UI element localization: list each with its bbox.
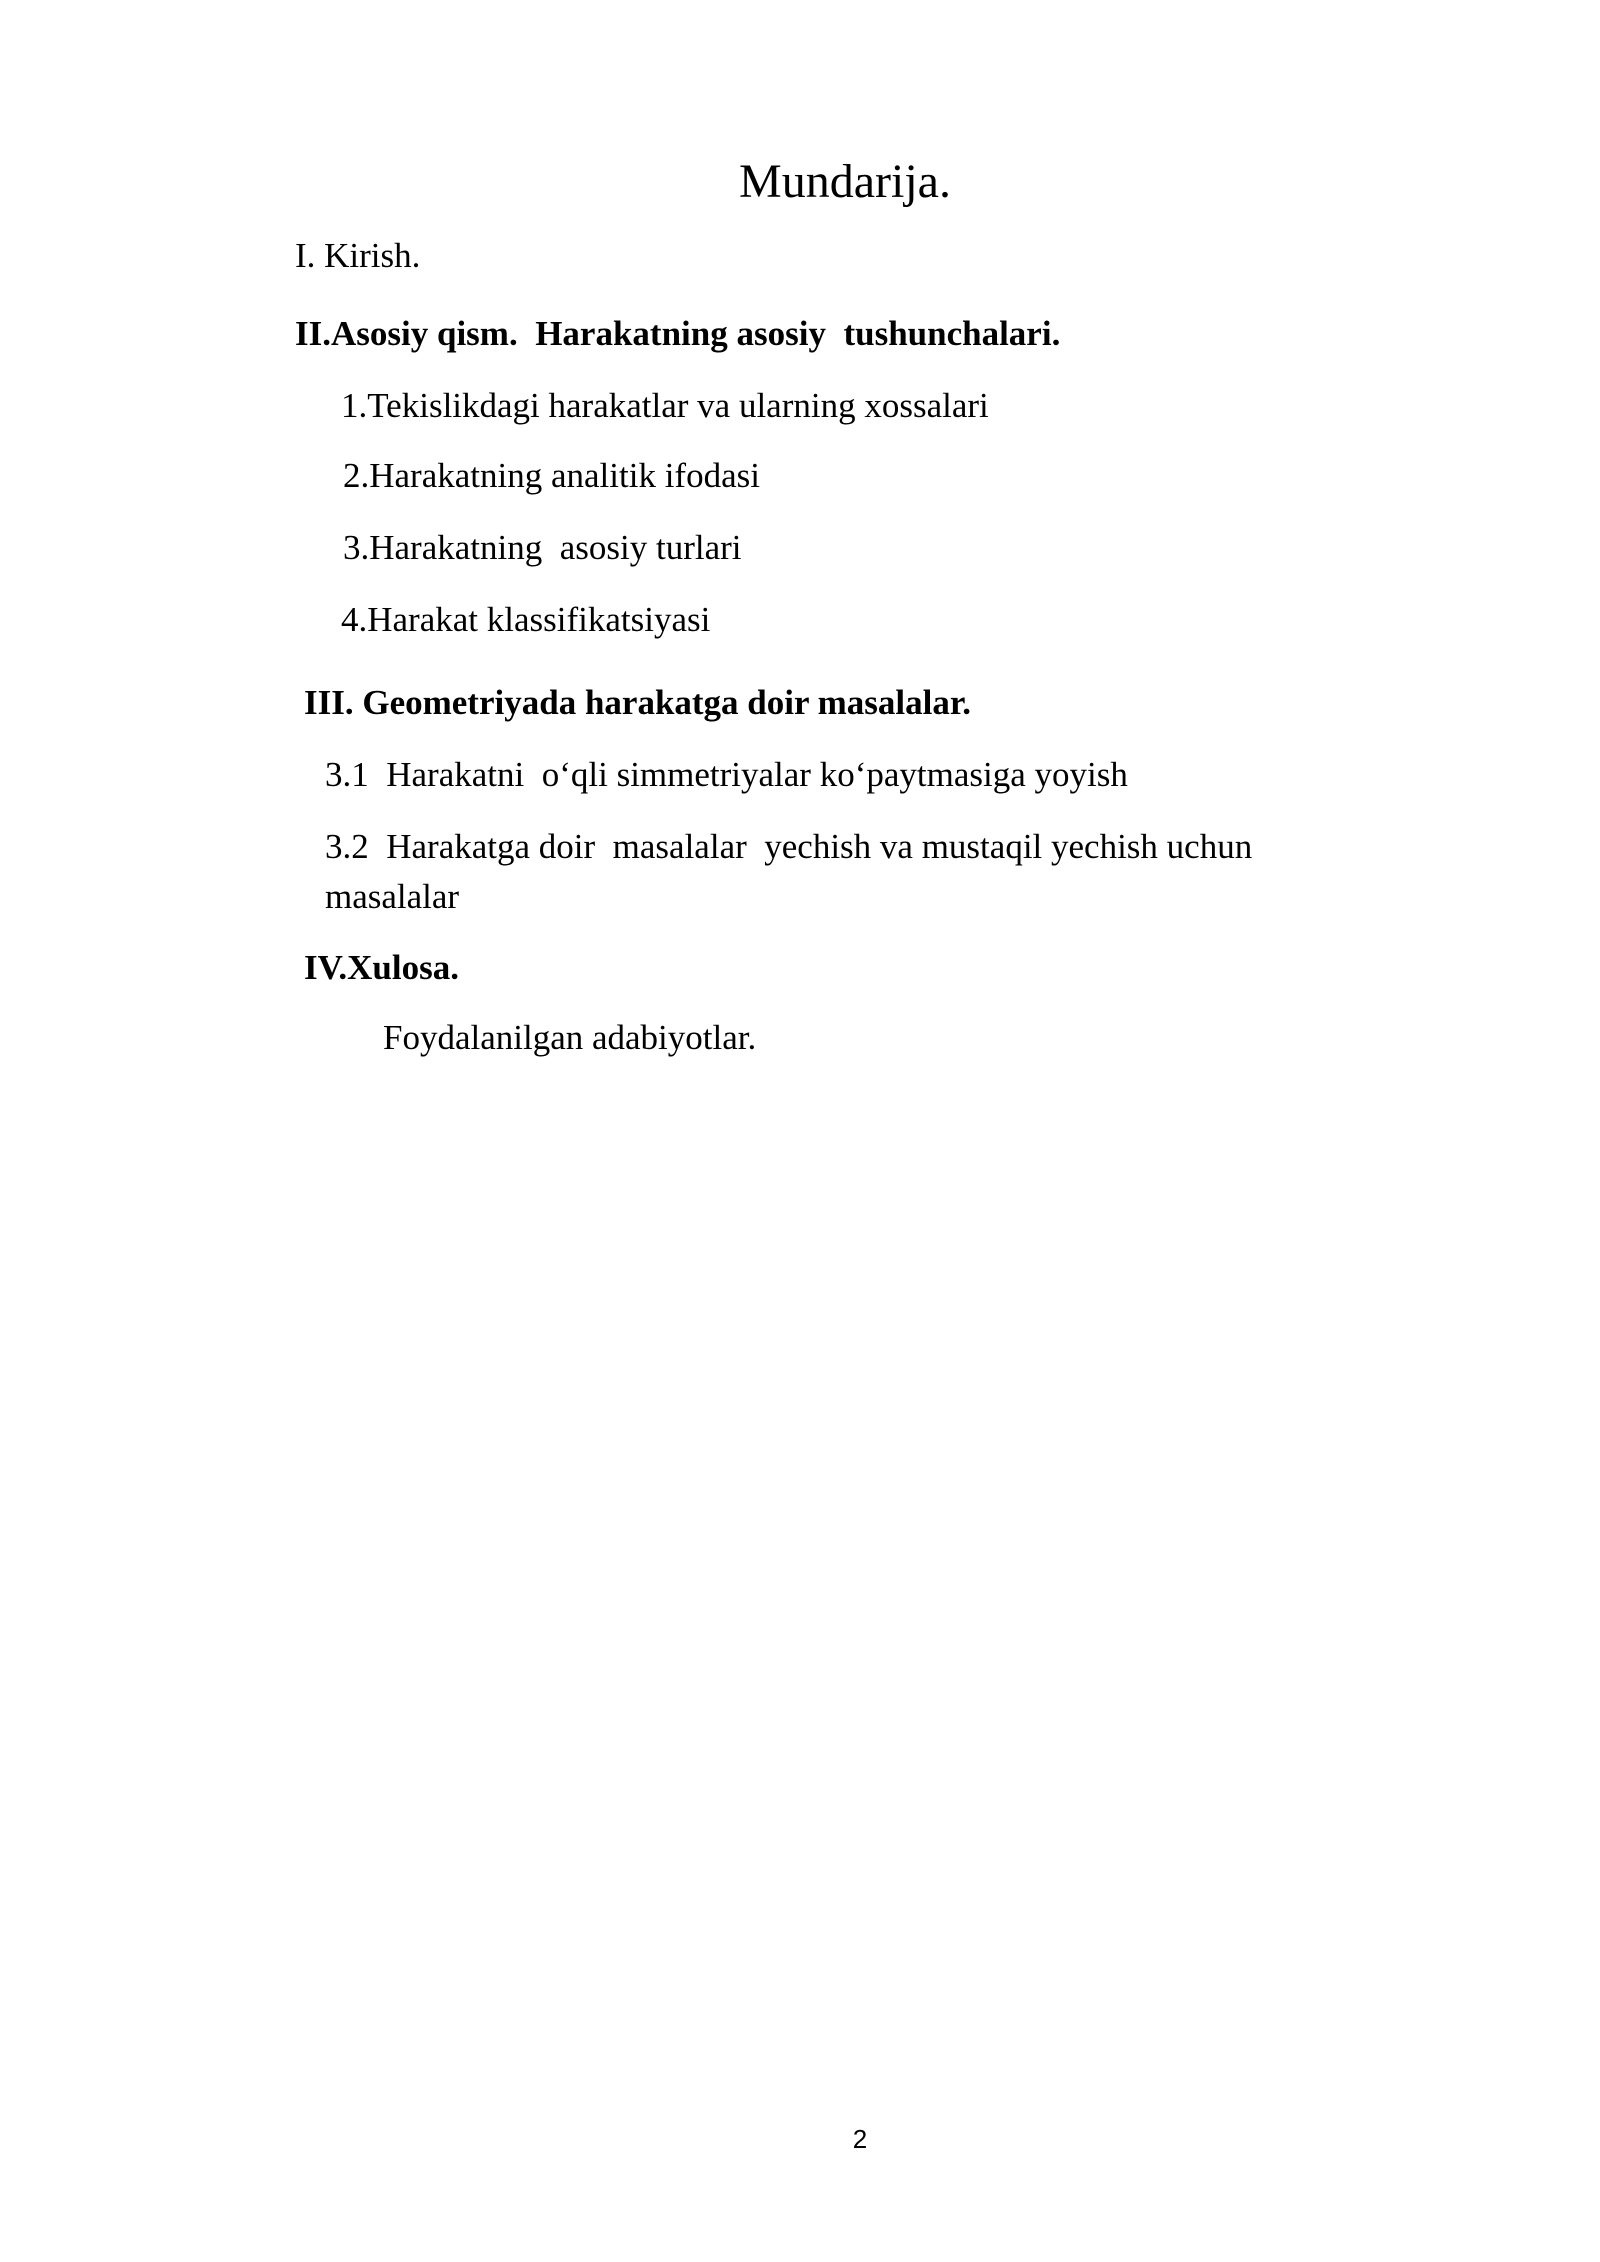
page-title: Mundarija. (739, 155, 951, 208)
toc-entry-part3: III. Geometriyada harakatga doir masalalar. (304, 683, 971, 722)
toc-subentry: 1.Tekislikdagi harakatlar va ularning xossalari (341, 386, 989, 425)
toc-entry-part2: II.Asosiy qism. Harakatning asosiy tushunchalari. (295, 314, 1061, 353)
toc-entry-references: Foydalanilgan adabiyotlar. (383, 1018, 757, 1057)
toc-subentry-continuation: masalalar (325, 877, 460, 916)
toc-subentry: 3.2 Harakatga doir masalalar yechish va mustaqil yechish uchun (325, 827, 1253, 866)
page-number: 2 (852, 2124, 868, 2154)
toc-entry-part4: IV.Xulosa. (304, 948, 459, 987)
toc-entry-intro: I. Kirish. (295, 236, 421, 275)
toc-subentry: 3.Harakatning asosiy turlari (343, 528, 742, 567)
toc-subentry: 2.Harakatning analitik ifodasi (343, 456, 760, 495)
toc-subentry: 4.Harakat klassifikatsiyasi (341, 600, 711, 639)
toc-subentry: 3.1 Harakatni o‘qli simmetriyalar ko‘paytmasiga yoyish (325, 755, 1128, 794)
